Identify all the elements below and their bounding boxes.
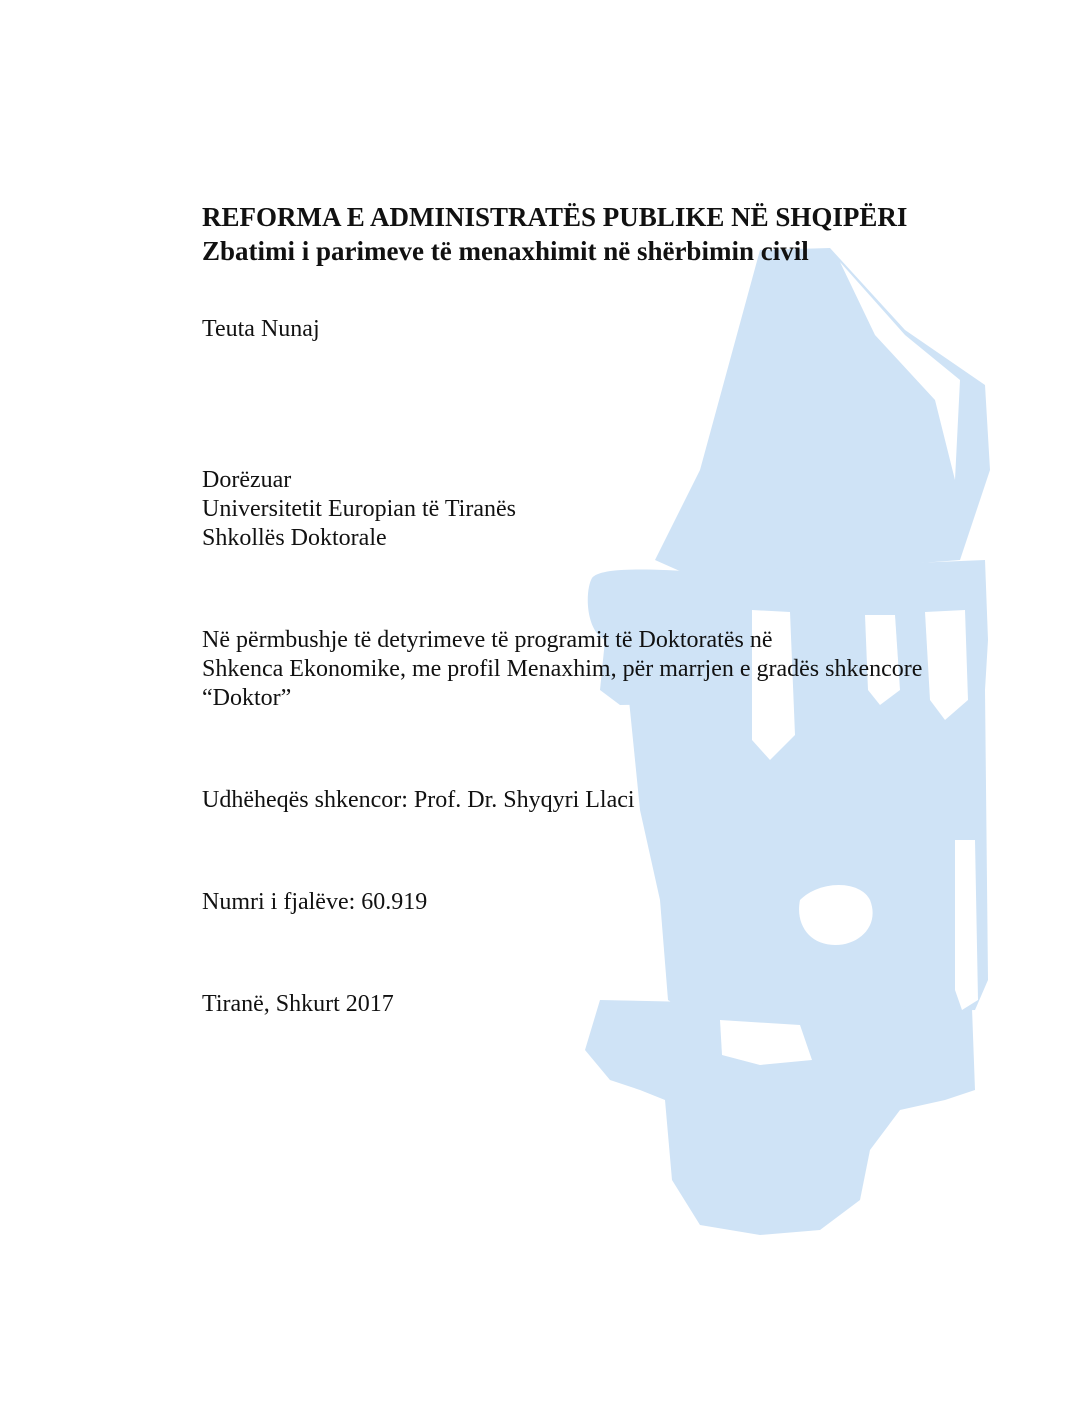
supervisor-line: Udhëheqës shkencor: Prof. Dr. Shyqyri Llaci bbox=[202, 787, 635, 813]
author-name: Teuta Nunaj bbox=[202, 316, 320, 342]
thesis-subtitle: Zbatimi i parimeve të menaxhimit në shërbimin civil bbox=[202, 236, 809, 266]
purpose-line-1: Në përmbushje të detyrimeve të programit të Doktoratës në bbox=[202, 627, 773, 653]
word-count: Numri i fjalëve: 60.919 bbox=[202, 889, 428, 915]
supervisor-block bbox=[202, 786, 635, 815]
purpose-block bbox=[202, 626, 922, 713]
place-date-block bbox=[202, 990, 394, 1019]
word-count-block bbox=[202, 888, 427, 917]
submitted-label: Dorëzuar bbox=[202, 467, 292, 493]
university-name: Universitetit Europian të Tiranës bbox=[202, 496, 516, 522]
purpose-line-3: “Doktor” bbox=[202, 685, 292, 711]
thesis-title bbox=[202, 200, 907, 268]
place-date: Tiranë, Shkurt 2017 bbox=[202, 991, 394, 1017]
school-name: Shkollës Doktorale bbox=[202, 525, 387, 551]
thesis-title-line-1: REFORMA E ADMINISTRATËS PUBLIKE NË SHQIPËRI bbox=[202, 202, 908, 232]
submission-block bbox=[202, 466, 516, 553]
author-block bbox=[202, 315, 320, 344]
purpose-line-2: Shkenca Ekonomike, me profil Menaxhim, për marrjen e gradës shkencore bbox=[202, 656, 923, 682]
